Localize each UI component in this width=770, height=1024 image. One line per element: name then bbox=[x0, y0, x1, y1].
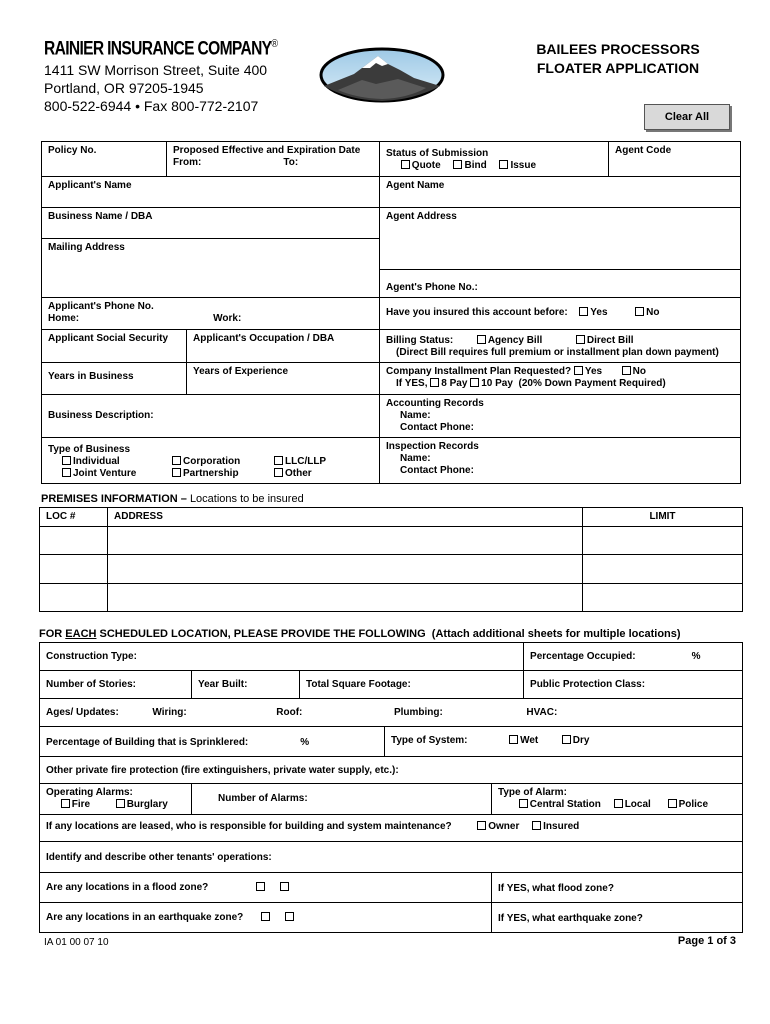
insured-before-no-checkbox[interactable] bbox=[635, 307, 644, 316]
loc-cell[interactable] bbox=[40, 527, 108, 555]
ten-pay-checkbox[interactable] bbox=[470, 378, 479, 387]
installment-plan: Company Installment Plan Requested? Yes No If YES, 8 Pay 10 Pay (20% Down Payment Required) bbox=[380, 363, 741, 395]
hvac-field[interactable]: HVAC: bbox=[526, 707, 558, 718]
company-name: RAINIER INSURANCE COMPANY® bbox=[44, 38, 278, 60]
business-name-field[interactable]: Business Name / DBA bbox=[42, 208, 380, 239]
inspection-records: Inspection Records Name: Contact Phone: bbox=[380, 438, 741, 484]
inspection-contact-field[interactable]: Contact Phone: bbox=[400, 465, 474, 476]
table-row bbox=[40, 555, 743, 584]
eight-pay-checkbox[interactable] bbox=[430, 378, 439, 387]
corporation-checkbox[interactable] bbox=[172, 456, 181, 465]
occupation-field[interactable]: Applicant's Occupation / DBA bbox=[187, 330, 380, 363]
central-station-checkbox[interactable] bbox=[519, 799, 528, 808]
local-alarm-checkbox[interactable] bbox=[614, 799, 623, 808]
llc-llp-checkbox[interactable] bbox=[274, 456, 283, 465]
flood-no-checkbox[interactable] bbox=[280, 882, 289, 891]
sprinklered-field[interactable]: Percentage of Building that is Sprinklered: % bbox=[40, 727, 385, 757]
business-description-field[interactable]: Business Description: bbox=[42, 395, 380, 438]
flood-zone-question: Are any locations in a flood zone? bbox=[40, 873, 492, 903]
address-cell[interactable] bbox=[108, 527, 583, 555]
registered-mark: ® bbox=[271, 38, 278, 50]
social-security-field[interactable]: Applicant Social Security bbox=[42, 330, 187, 363]
inspection-name-field[interactable]: Name: bbox=[400, 453, 431, 464]
operating-alarms: Operating Alarms: Fire Burglary bbox=[40, 784, 192, 815]
company-phone-fax: 800-522-6944 • Fax 800-772-2107 bbox=[44, 98, 259, 114]
wet-system-checkbox[interactable] bbox=[509, 735, 518, 744]
total-sq-ft-field[interactable]: Total Square Footage: bbox=[300, 671, 524, 699]
police-alarm-checkbox[interactable] bbox=[668, 799, 677, 808]
agency-bill-checkbox[interactable] bbox=[477, 335, 486, 344]
agent-name-field[interactable]: Agent Name bbox=[380, 177, 741, 208]
premises-section-title: PREMISES INFORMATION – Locations to be insured bbox=[41, 493, 304, 505]
table-row bbox=[40, 527, 743, 555]
dry-system-checkbox[interactable] bbox=[562, 735, 571, 744]
limit-cell[interactable] bbox=[583, 555, 743, 584]
address-cell[interactable] bbox=[108, 555, 583, 584]
years-experience-field[interactable]: Years of Experience bbox=[187, 363, 380, 395]
limit-cell[interactable] bbox=[583, 527, 743, 555]
col-limit-header: LIMIT bbox=[583, 508, 743, 527]
billing-status: Billing Status: Agency Bill Direct Bill (Direct Bill requires full premium or installment plan down payment) bbox=[380, 330, 741, 363]
fire-alarm-checkbox[interactable] bbox=[61, 799, 70, 808]
joint-venture-checkbox[interactable] bbox=[62, 468, 71, 477]
type-of-system: Type of System: Wet Dry bbox=[385, 727, 743, 757]
form-number: IA 01 00 07 10 bbox=[44, 937, 109, 948]
mountain-logo-icon bbox=[318, 46, 446, 104]
premises-table bbox=[39, 507, 743, 612]
earthquake-zone-which-field[interactable]: If YES, what earthquake zone? bbox=[492, 903, 743, 933]
accounting-name-field[interactable]: Name: bbox=[400, 410, 431, 421]
loc-cell[interactable] bbox=[40, 584, 108, 612]
years-in-business-field[interactable]: Years in Business bbox=[42, 363, 187, 395]
clear-all-button[interactable]: Clear All bbox=[644, 104, 730, 130]
col-loc-header: LOC # bbox=[40, 508, 108, 527]
earthquake-no-checkbox[interactable] bbox=[285, 912, 294, 921]
quote-checkbox[interactable] bbox=[401, 160, 410, 169]
wiring-field[interactable]: Wiring: bbox=[152, 707, 187, 718]
installment-yes-checkbox[interactable] bbox=[574, 366, 583, 375]
limit-cell[interactable] bbox=[583, 584, 743, 612]
installment-no-checkbox[interactable] bbox=[622, 366, 631, 375]
insured-before-yes-checkbox[interactable] bbox=[579, 307, 588, 316]
ages-updates-row: Ages/ Updates: Wiring: Roof: Plumbing: HVAC: bbox=[40, 699, 743, 727]
year-built-field[interactable]: Year Built: bbox=[192, 671, 300, 699]
page-number: Page 1 of 3 bbox=[677, 935, 736, 947]
number-of-alarms-field[interactable]: Number of Alarms: bbox=[192, 784, 492, 815]
earthquake-zone-question: Are any locations in an earthquake zone? bbox=[40, 903, 492, 933]
flood-yes-checkbox[interactable] bbox=[256, 882, 265, 891]
earthquake-yes-checkbox[interactable] bbox=[261, 912, 270, 921]
agent-address-field[interactable]: Agent Address bbox=[380, 208, 741, 270]
company-address-line1: 1411 SW Morrison Street, Suite 400 bbox=[44, 62, 268, 78]
other-fire-protection-field[interactable]: Other private fire protection (fire extinguishers, private water supply, etc.): bbox=[40, 757, 743, 784]
document-title: BAILEES PROCESSORS FLOATER APPLICATION bbox=[536, 41, 700, 76]
company-address-line2: Portland, OR 97205-1945 bbox=[44, 80, 204, 96]
status-of-submission: Status of Submission Quote Bind Issue bbox=[380, 142, 609, 177]
issue-checkbox[interactable] bbox=[499, 160, 508, 169]
flood-zone-which-field[interactable]: If YES, what flood zone? bbox=[492, 873, 743, 903]
insured-checkbox[interactable] bbox=[532, 821, 541, 830]
applicant-name-field[interactable]: Applicant's Name bbox=[42, 177, 380, 208]
direct-bill-checkbox[interactable] bbox=[576, 335, 585, 344]
accounting-contact-field[interactable]: Contact Phone: bbox=[400, 422, 474, 433]
number-of-stories-field[interactable]: Number of Stories: bbox=[40, 671, 192, 699]
plumbing-field[interactable]: Plumbing: bbox=[393, 707, 443, 718]
policy-no-field[interactable]: Policy No. bbox=[42, 142, 167, 177]
construction-type-field[interactable]: Construction Type: bbox=[40, 643, 524, 671]
leased-maintenance-question: If any locations are leased, who is responsible for building and system maintenance? Owner Insured bbox=[40, 815, 743, 842]
partnership-checkbox[interactable] bbox=[172, 468, 181, 477]
col-address-header: ADDRESS bbox=[108, 508, 583, 527]
other-business-checkbox[interactable] bbox=[274, 468, 283, 477]
insured-before-question: Have you insured this account before: Yes No bbox=[380, 298, 741, 330]
applicant-phone-field[interactable]: Applicant's Phone No. Home: Work: bbox=[42, 298, 380, 330]
type-of-business: Type of Business Individual Joint Venture Corporation Partnership LLC/LLP Other bbox=[42, 438, 380, 484]
loc-cell[interactable] bbox=[40, 555, 108, 584]
percentage-occupied-field[interactable]: Percentage Occupied: % bbox=[524, 643, 743, 671]
other-tenants-field[interactable]: Identify and describe other tenants' operations: bbox=[40, 842, 743, 873]
applicant-agent-table bbox=[41, 141, 741, 484]
accounting-records: Accounting Records Name: Contact Phone: bbox=[380, 395, 741, 438]
burglary-alarm-checkbox[interactable] bbox=[116, 799, 125, 808]
table-row bbox=[40, 584, 743, 612]
agent-phone-field[interactable]: Agent's Phone No.: bbox=[380, 270, 741, 298]
agent-code-field[interactable]: Agent Code bbox=[609, 142, 741, 177]
individual-checkbox[interactable] bbox=[62, 456, 71, 465]
mailing-address-field[interactable]: Mailing Address bbox=[42, 239, 380, 298]
owner-checkbox[interactable] bbox=[477, 821, 486, 830]
roof-field[interactable]: Roof: bbox=[276, 707, 303, 718]
public-protection-field[interactable]: Public Protection Class: bbox=[524, 671, 743, 699]
proposed-dates-field[interactable]: Proposed Effective and Expiration Date From: To: bbox=[167, 142, 380, 177]
bind-checkbox[interactable] bbox=[453, 160, 462, 169]
type-of-alarm: Type of Alarm: Central Station Local Police bbox=[492, 784, 743, 815]
address-cell[interactable] bbox=[108, 584, 583, 612]
scheduled-section-title: FOR EACH SCHEDULED LOCATION, PLEASE PROVIDE THE FOLLOWING (Attach additional sheets for multiple locations) bbox=[39, 628, 681, 640]
scheduled-location-table bbox=[39, 642, 743, 933]
